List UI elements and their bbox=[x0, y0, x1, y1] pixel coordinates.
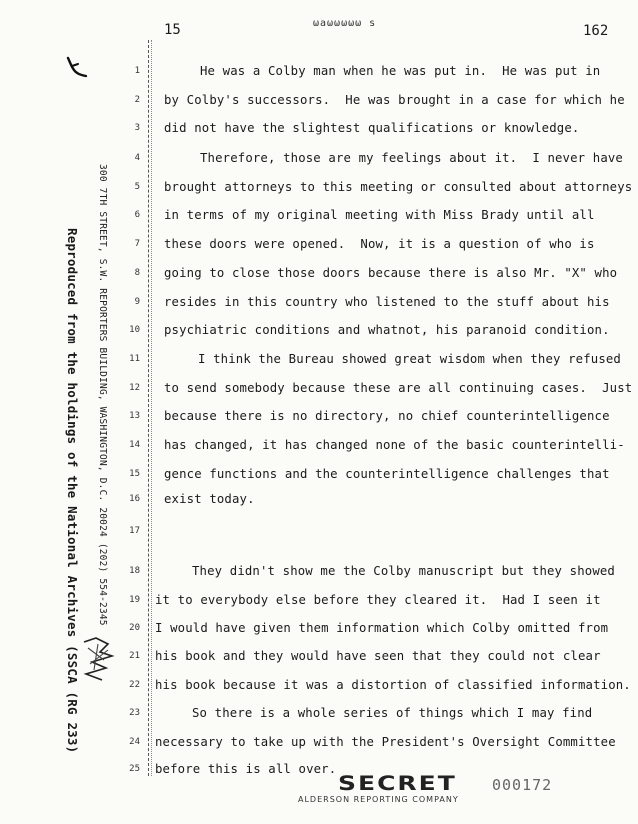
line-number: 4 bbox=[134, 153, 140, 163]
transcript-line: resides in this country who listened to the stuff about his bbox=[164, 295, 610, 309]
reporting-company: ALDERSON REPORTING COMPANY bbox=[298, 795, 459, 804]
line-number: 9 bbox=[134, 297, 140, 307]
transcript-line: because there is no directory, no chief counterintelligence bbox=[164, 409, 610, 423]
line-number: 23 bbox=[129, 708, 140, 718]
line-number: 20 bbox=[129, 623, 140, 633]
handwritten-mark-icon bbox=[62, 54, 92, 80]
line-number: 6 bbox=[134, 210, 140, 220]
line-number: 21 bbox=[129, 651, 140, 661]
transcript-line: to send somebody because these are all continuing cases. Just bbox=[164, 381, 633, 395]
line-number: 24 bbox=[129, 737, 140, 747]
header-left-number: 15 bbox=[164, 22, 181, 38]
transcript-line: his book because it was a distortion of classified information. bbox=[155, 678, 631, 692]
transcript-line: Therefore, those are my feelings about it. I never have bbox=[200, 151, 623, 165]
line-number: 5 bbox=[134, 182, 140, 192]
line-number: 22 bbox=[129, 680, 140, 690]
transcript-line: brought attorneys to this meeting or consulted about attorneys bbox=[164, 180, 633, 194]
line-number: 18 bbox=[129, 566, 140, 576]
document-id: 000172 bbox=[492, 776, 553, 794]
page-number: 162 bbox=[583, 23, 609, 39]
line-number: 10 bbox=[129, 325, 140, 335]
transcript-line: going to close those doors because there is also Mr. "X" who bbox=[164, 266, 618, 280]
transcript-line: They didn't show me the Colby manuscript but they showed bbox=[192, 564, 615, 578]
archive-stamp-icon bbox=[78, 634, 120, 684]
transcript-line: it to everybody else before they cleared it. Had I seen it bbox=[155, 593, 601, 607]
transcript-line: He was a Colby man when he was put in. He was put in bbox=[200, 64, 601, 78]
transcript-line: I think the Bureau showed great wisdom when they refused bbox=[198, 352, 621, 366]
transcript-line: exist today. bbox=[164, 492, 255, 506]
header-center-mark: ωaωωωωω s bbox=[313, 18, 377, 29]
line-number: 3 bbox=[134, 123, 140, 133]
line-number: 7 bbox=[134, 239, 140, 249]
transcript-line: did not have the slightest qualifications or knowledge. bbox=[164, 121, 580, 135]
line-number: 11 bbox=[129, 354, 140, 364]
line-number: 12 bbox=[129, 383, 140, 393]
transcript-line: necessary to take up with the President's Oversight Committee bbox=[155, 735, 616, 749]
transcript-line: has changed, it has changed none of the basic counterintelli- bbox=[164, 438, 625, 452]
line-number: 16 bbox=[129, 494, 140, 504]
line-number: 13 bbox=[129, 411, 140, 421]
transcript-line: psychiatric conditions and whatnot, his paranoid condition. bbox=[164, 323, 610, 337]
transcript-line: gence functions and the counterintelligence challenges that bbox=[164, 467, 610, 481]
line-number: 8 bbox=[134, 268, 140, 278]
transcript-line: by Colby's successors. He was brought in a case for which he bbox=[164, 93, 625, 107]
transcript-line: I would have given them information which Colby omitted from bbox=[155, 621, 609, 635]
line-number: 19 bbox=[129, 595, 140, 605]
line-number: 1 bbox=[134, 66, 140, 76]
transcript-line: his book and they would have seen that they could not clear bbox=[155, 649, 601, 663]
line-number: 17 bbox=[129, 526, 140, 536]
line-number: 14 bbox=[129, 440, 140, 450]
line-number: 25 bbox=[129, 764, 140, 774]
reporters-address: 300 7TH STREET, S.W. REPORTERS BUILDING, WASHINGTON, D.C. 20024 (202) 554-2345 bbox=[97, 164, 108, 626]
classification-stamp: SECRET bbox=[338, 772, 457, 795]
transcript-line: in terms of my original meeting with Miss Brady until all bbox=[164, 208, 595, 222]
line-number: 2 bbox=[134, 95, 140, 105]
margin-rule bbox=[148, 40, 149, 776]
transcript-line: these doors were opened. Now, it is a question of who is bbox=[164, 237, 595, 251]
margin-rule-secondary bbox=[151, 40, 152, 776]
transcript-line: before this is all over. bbox=[155, 762, 337, 776]
archives-reproduction-note: Reproduced from the holdings of the National Archives (SSCA (RG 233) bbox=[65, 228, 80, 754]
transcript-line: So there is a whole series of things which I may find bbox=[192, 706, 593, 720]
line-number: 15 bbox=[129, 469, 140, 479]
